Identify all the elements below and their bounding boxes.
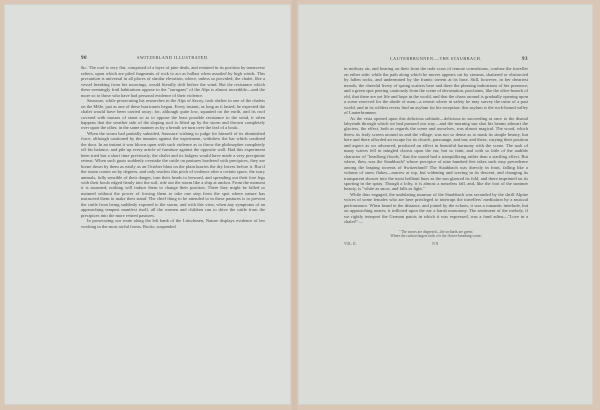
left-page-number: 90 [81,56,87,61]
book-spine-gutter [292,0,297,410]
footnote-line: Where the cuckoo lingers forth o'er the flower-breathing scene; [390,234,482,239]
paragraph: When the storm had partially subsided, Saussure wishing to judge for himself of its diminished force, although cautioned by the inmates against the experiment, withdrew the bar which confined the door. In an instant it was blown open with such violence as to throw the philosopher completely off his balance, and pile up every article of furniture against the opposite wall. Had this experiment been tried but a short time previously, the chalet and its lodgers would have made a very precipitate retreat. When such gusts suddenly overtake the cattle on pastures bordered with precipices, they are borne down by them as easily as an October blast on the plain hurries the dry leaves before it. But if the storm comes on by degrees, and only reaches this pitch of violence after a certain space, the wary animals, fully sensible of their danger, turn their heads to leeward, and spreading out their fore legs with their hoofs edged firmly into the soil, ride out the storm like a ship at anchor. From the moment it is assumed, nothing will induce them to change their position. There they might be killed or maimed without the power of forcing them to take one step from the spot where nature has instructed them to make their stand. The chief thing to be attended to in these pastures is to prevent the cattle from being suddenly exposed to the storm; and with this view, when any symptoms of an approaching tempest manifest itself, all the women and children run to drive the cattle from the precipices into the more retired pastures. [81,130,265,218]
volume-label: VOL. II. [344,241,357,246]
left-running-head [81,55,265,61]
paragraph: in midway air, and bearing on their front the rude scars of remote convulsions, confuse the traveller on either side; while the path along which he moves appears cut by streams, shattered or obstructed by fallen rocks, and undermined by the frantic torrent at its base. Still, however, in her dreariest moods, the cheerful livery of spring scatters here and there the pleasing indications of her presence; and a green spot peering cautiously from the scene of devastation, proclaims, like the olive-branch of old, that there are yet life and hope in the world, and that the chaos around is gradually opening upon a scene reserved for the abode of man—a retreat where in safety he may survey the ruins of a past world, and in its wildest recess find an asylum for his reception: this asylum is the rock-bound valley of Lauterbrunnen. [344,66,528,116]
paragraph: As the vista opened upon this delicious solitude—delicious in succeeding at once to the dismal labyrinth through which we had pursued our way—and the morning sun shot his beams athwart the glaciers, the effect, both as regards the scene and ourselves, was almost magical. The wood, which threw its leafy screen around us and the village, was not so dense as to mask its simple beauty, but here and there afforded an escape for its church, parsonage, and inn; and these, varying their position and aspect as we advanced, produced an effect in beautiful harmony with the scene. The rush of many waters fell in mingled chorus upon the ear, but so faint, and with so little of the audible character of "headlong floods," that the sound had a tranquillizing rather than a startling effect. But where, then, was the Staubbach? whose precipice of nine hundred feet takes such easy precedence among the leaping torrents of Switzerland? The Staubbach was directly in front, falling like a volume of snow flakes—narrow at top, but widening and waving in its descent, and changing its transparent shower into the most brilliant hues as the sun glanced its fold, and there imprinted on its sporting in the spray. Though a lofty, it is almost a noiseless fall, and, like the foot of the summer beauty, is "white as snow, and falls as light." [344,115,528,192]
footnote-verse [344,230,528,239]
signature-mark: N N [432,241,439,246]
paragraph: While thus engaged, the undulating murmur of the Staubbach was seconded by the shrill Alpine voices of some females who are here privileged to interrupt the travellers' meditation by a musical performance. When heard in the distance, and joined by the echoes, it was a romantic interlude, but on approaching nearer, it inflicted upon the ear a harsh monotony. The sentiment of the melody, if we rightly interpret the German patois in which it was expressed, was a fond adieu—"Love in a chalet!"— [344,191,528,225]
page-footer [344,242,528,247]
left-page [4,4,291,405]
paragraph: In prosecuting our route along the left bank of the Lütschinen, Nature displays evidence of her working in the most awful forms. Rocks, suspended [81,218,265,229]
footnote-line: " The snows are dispersed—the orchards are green; [399,229,473,234]
right-page-number: 93 [522,57,528,62]
right-running-head [344,56,528,62]
right-page [298,4,593,405]
right-page-text [344,56,528,247]
paragraph: Saussure, while prosecuting his researches in the Alps of Savoy, took shelter in one of the chalets on the Môle, just as one of these hurricanes began. Every instant, as long as it lasted, he expected the chalet would have been carried away; for, although quite low, squatted on the earth, and its roof covered with masses of stone so as to oppose the least possible resistance to the wind, it often happens that the weather side of the sloping roof is lifted up by the storm and thrown completely over upon the other, in the same manner as by a breath we turn over the leaf of a book. [81,98,265,131]
right-running-title: LAUTERBRUNNEN.—THE STAUBBACH. [390,56,482,61]
left-running-title: SWITZERLAND ILLUSTRATED. [137,55,209,60]
paragraph: &c. The roof is very flat, composed of a layer of pine deals, and retained in its position by transverse rafters, upon which are piled fragments of rock to act as ballast when assailed by high winds. This precaution is universal in all places of similar elevation, where, unless so provided, the chalet, like a vessel breaking from her moorings, would literally drift before the wind. But the resistance which these seemingly frail habitations oppose to the "ouragans" of the Alps is almost incredible—and the more so to those who have had personal evidence of their violence. [81,65,265,98]
left-page-text [81,55,265,229]
